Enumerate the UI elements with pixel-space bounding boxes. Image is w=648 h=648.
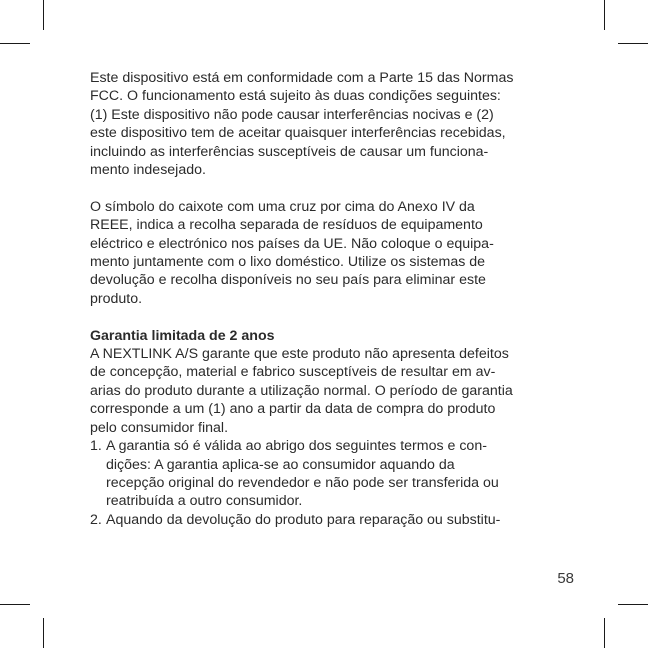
warranty-heading: Garantia limitada de 2 anos (90, 327, 275, 344)
crop-mark-bottom-left-vertical (43, 618, 44, 648)
fcc-compliance-paragraph (90, 69, 570, 179)
warranty-list-item (90, 437, 570, 511)
text-line: recepção original do revendedor e não pode ser transferida ou (106, 474, 499, 491)
text-line: eléctrico e electrónico nos países da UE. Não coloque o equipa- (90, 235, 494, 252)
crop-mark-top-left-vertical (43, 0, 44, 30)
text-line: incluindo as interferências susceptíveis de causar um funciona- (90, 143, 489, 160)
warranty-list-item (90, 511, 570, 529)
text-line: (1) Este dispositivo não pode causar interferências nocivas e (2) (90, 106, 494, 123)
text-line: este dispositivo tem de aceitar quaisquer interferências recebidas, (90, 125, 506, 142)
page-body (90, 69, 570, 529)
text-line: REEE, indica a recolha separada de resíduos de equipamento (90, 217, 483, 234)
text-line: pelo consumidor final. (90, 419, 229, 436)
crop-mark-top-right-horizontal (618, 43, 648, 44)
text-line: FCC. O funcionamento está sujeito às duas condições seguintes: (90, 88, 501, 105)
page-number: 58 (557, 570, 574, 587)
text-line: mento juntamente com o lixo doméstico. Utilize os sistemas de (90, 254, 486, 271)
text-line: reatribuída a outro consumidor. (106, 493, 303, 510)
crop-mark-top-right-vertical (604, 0, 605, 30)
list-item-number: 1. (90, 438, 102, 455)
crop-mark-top-left-horizontal (0, 43, 30, 44)
text-line: O símbolo do caixote com uma cruz por cima do Anexo IV da (90, 198, 475, 215)
paragraph-gap (90, 308, 570, 326)
text-line: A NEXTLINK A/S garante que este produto não apresenta defeitos (90, 346, 509, 363)
text-line: produto. (90, 290, 143, 307)
weee-paragraph (90, 198, 570, 308)
text-line: de concepção, material e fabrico susceptíveis de resultar em av- (90, 364, 496, 381)
list-item-text (106, 437, 570, 511)
text-line: mento indesejado. (90, 162, 206, 179)
text-line: devolução e recolha disponíveis no seu país para eliminar este (90, 272, 486, 289)
text-line: corresponde a um (1) ano a partir da data de compra do produto (90, 401, 496, 418)
crop-mark-bottom-right-horizontal (618, 604, 648, 605)
list-item-number: 2. (90, 511, 102, 528)
list-item-text (106, 511, 570, 529)
text-line: Aquando da devolução do produto para reparação ou substitu- (106, 511, 501, 528)
text-line: A garantia só é válida ao abrigo dos seguintes termos e con- (106, 438, 487, 455)
crop-mark-bottom-left-horizontal (0, 604, 30, 605)
text-line: Este dispositivo está em conformidade com a Parte 15 das Normas (90, 70, 514, 86)
warranty-paragraph (90, 345, 570, 437)
crop-mark-bottom-right-vertical (604, 618, 605, 648)
text-line: arias do produto durante a utilização normal. O período de garantia (90, 382, 513, 399)
paragraph-gap (90, 179, 570, 197)
text-line: dições: A garantia aplica-se ao consumidor aquando da (106, 456, 455, 473)
